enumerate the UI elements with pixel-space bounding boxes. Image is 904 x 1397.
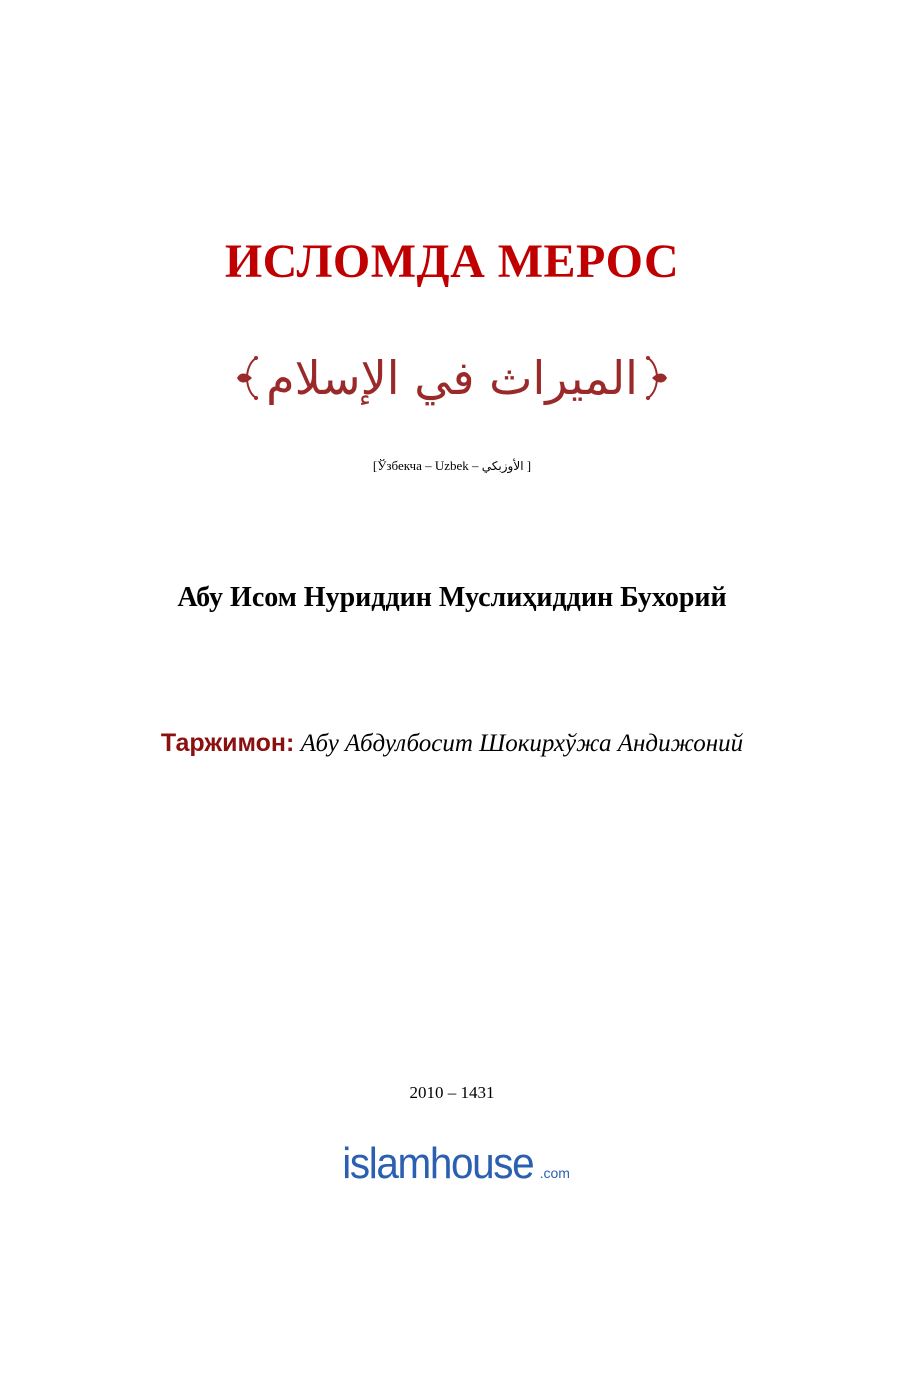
right-ornament-icon bbox=[642, 350, 670, 406]
arabic-title: الميراث في الإسلام bbox=[266, 351, 638, 405]
islamhouse-logo[interactable] bbox=[0, 1138, 904, 1194]
logo-main-text: islamhouse bbox=[342, 1139, 534, 1188]
arabic-title-block bbox=[0, 338, 904, 418]
language-line bbox=[0, 456, 904, 476]
logo-tld-text: .com bbox=[539, 1165, 570, 1181]
language-arabic: الأوزبكي bbox=[481, 459, 524, 473]
translator-label: Таржимон: bbox=[160, 729, 295, 757]
translator-name: Абу Абдулбосит Шокирхўжа Андижоний bbox=[300, 730, 744, 757]
language-text: Ўзбекча – Uzbek – bbox=[377, 458, 482, 473]
left-ornament-icon bbox=[234, 350, 262, 406]
language-open-bracket: [ bbox=[372, 458, 378, 473]
page-title: ИСЛОМДА МЕРОС bbox=[224, 235, 680, 288]
publication-year: 2010 – 1431 bbox=[409, 1083, 495, 1102]
language-close-bracket: ] bbox=[523, 458, 532, 473]
translator-line bbox=[0, 726, 904, 761]
author-name: Абу Исом Нуриддин Муслиҳиддин Бухорий bbox=[177, 582, 727, 613]
